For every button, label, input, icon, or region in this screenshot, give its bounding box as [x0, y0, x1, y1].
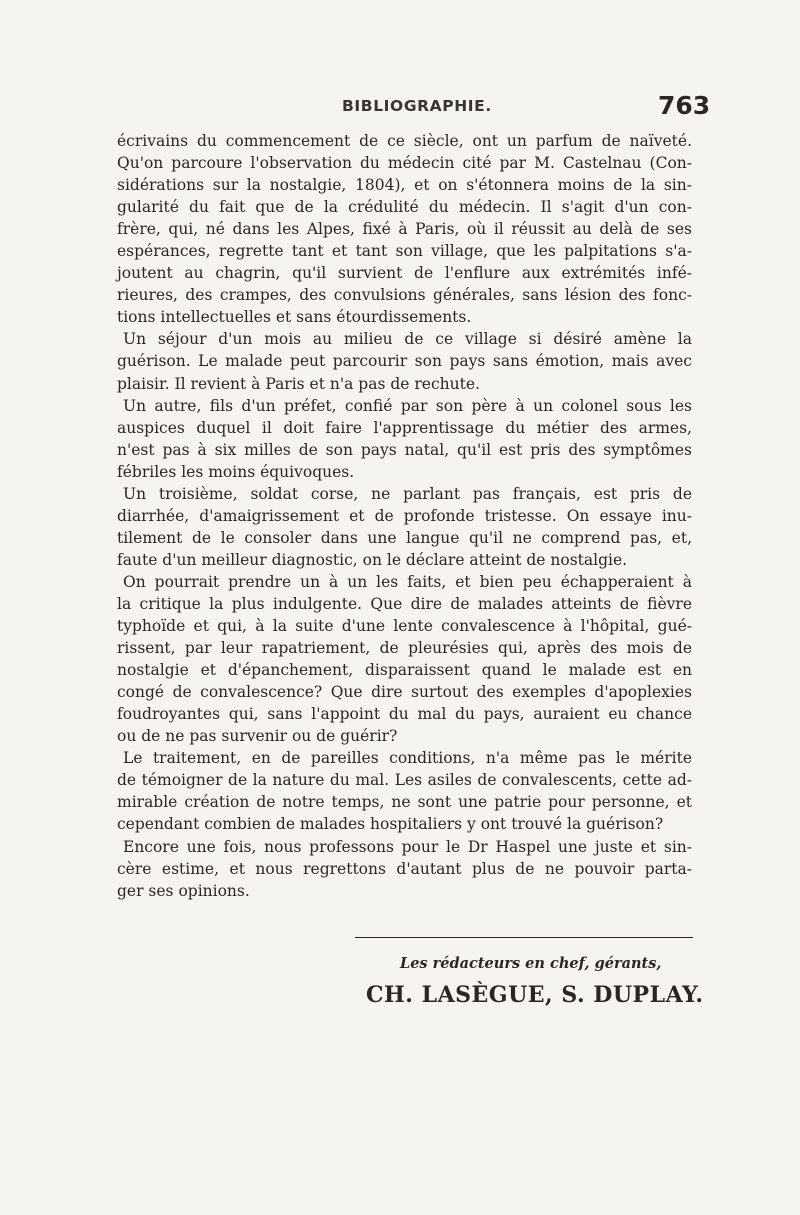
text-line: guérison. Le malade peut parcourir son pays sans émotion, mais avec: [117, 352, 692, 371]
text-line: Qu'on parcoure l'observation du médecin cité par M. Castelnau (Con-: [117, 154, 692, 173]
page-number: 763: [658, 91, 711, 120]
text-line: ger ses opinions.: [117, 881, 250, 900]
body-text: [117, 130, 692, 902]
text-line: typhoïde et qui, à la suite d'une lente convalescence à l'hôpital, gué-: [117, 617, 692, 636]
text-line: écrivains du commencement de ce siècle, ont un parfum de naïveté.: [117, 132, 692, 150]
text-line: fébriles les moins équivoques.: [117, 462, 355, 481]
text-line: Le traitement, en de pareilles conditions, n'a même pas le mérite: [123, 749, 692, 768]
text-line: gularité du fait que de la crédulité du médecin. Il s'agit d'un con-: [117, 198, 692, 217]
text-line: auspices duquel il doit faire l'apprentissage du métier des armes,: [117, 418, 692, 437]
text-line: cère estime, et nous regrettons d'autant plus de ne pouvoir parta-: [117, 859, 692, 878]
text-line: rieures, des crampes, des convulsions générales, sans lésion des fonc-: [117, 286, 692, 305]
text-line: cependant combien de malades hospitaliers y ont trouvé la guérison?: [117, 815, 664, 834]
text-line: de témoigner de la nature du mal. Les asiles de convalescents, cette ad-: [117, 771, 692, 790]
text-line: diarrhée, d'amaigrissement et de profonde tristesse. On essaye inu-: [117, 506, 692, 525]
text-line: congé de convalescence? Que dire surtout des exemples d'apoplexies: [117, 683, 692, 702]
text-line: frère, qui, né dans les Alpes, fixé à Paris, où il réussit au delà de ses: [117, 220, 692, 239]
running-title: BIBLIOGRAPHIE.: [342, 97, 492, 115]
text-line: ou de ne pas survenir ou de guérir?: [117, 727, 398, 746]
text-line: espérances, regrette tant et tant son village, que les palpitations s'a-: [117, 242, 692, 261]
text-line: plaisir. Il revient à Paris et n'a pas de rechute.: [117, 374, 480, 393]
text-line: Encore une fois, nous professons pour le Dr Haspel une juste et sin-: [123, 837, 692, 856]
signature-label: Les rédacteurs en chef, gérants,: [400, 955, 662, 972]
signature-names: CH. LASÈGUE, S. DUPLAY.: [366, 982, 704, 1008]
text-line: tions intellectuelles et sans étourdissements.: [117, 308, 472, 327]
text-line: mirable création de notre temps, ne sont une patrie pour personne, et: [117, 793, 692, 812]
text-line: n'est pas à six milles de son pays natal, qu'il est pris des symptômes: [117, 440, 692, 459]
text-line: la critique la plus indulgente. Que dire de malades atteints de fièvre: [117, 594, 692, 613]
text-line: Un troisième, soldat corse, ne parlant pas français, est pris de: [123, 484, 692, 503]
text-line: Un autre, fils d'un préfet, confié par son père à un colonel sous les: [123, 396, 692, 415]
text-line: tilement de le consoler dans une langue qu'il ne comprend pas, et,: [117, 528, 692, 547]
signature-rule: [355, 937, 693, 938]
text-line: joutent au chagrin, qu'il survient de l'enflure aux extrémités infé-: [117, 264, 692, 283]
text-line: rissent, par leur rapatriement, de pleurésies qui, après des mois de: [117, 639, 692, 658]
text-line: Un séjour d'un mois au milieu de ce village si désiré amène la: [123, 330, 692, 349]
text-line: foudroyantes qui, sans l'appoint du mal du pays, auraient eu chance: [117, 705, 692, 724]
text-line: sidérations sur la nostalgie, 1804), et on s'étonnera moins de la sin-: [117, 176, 692, 195]
text-line: faute d'un meilleur diagnostic, on le déclare atteint de nostalgie.: [117, 550, 628, 569]
text-line: On pourrait prendre un à un les faits, et bien peu échapperaient à: [123, 572, 692, 591]
text-line: nostalgie et d'épanchement, disparaissent quand le malade est en: [117, 661, 692, 680]
